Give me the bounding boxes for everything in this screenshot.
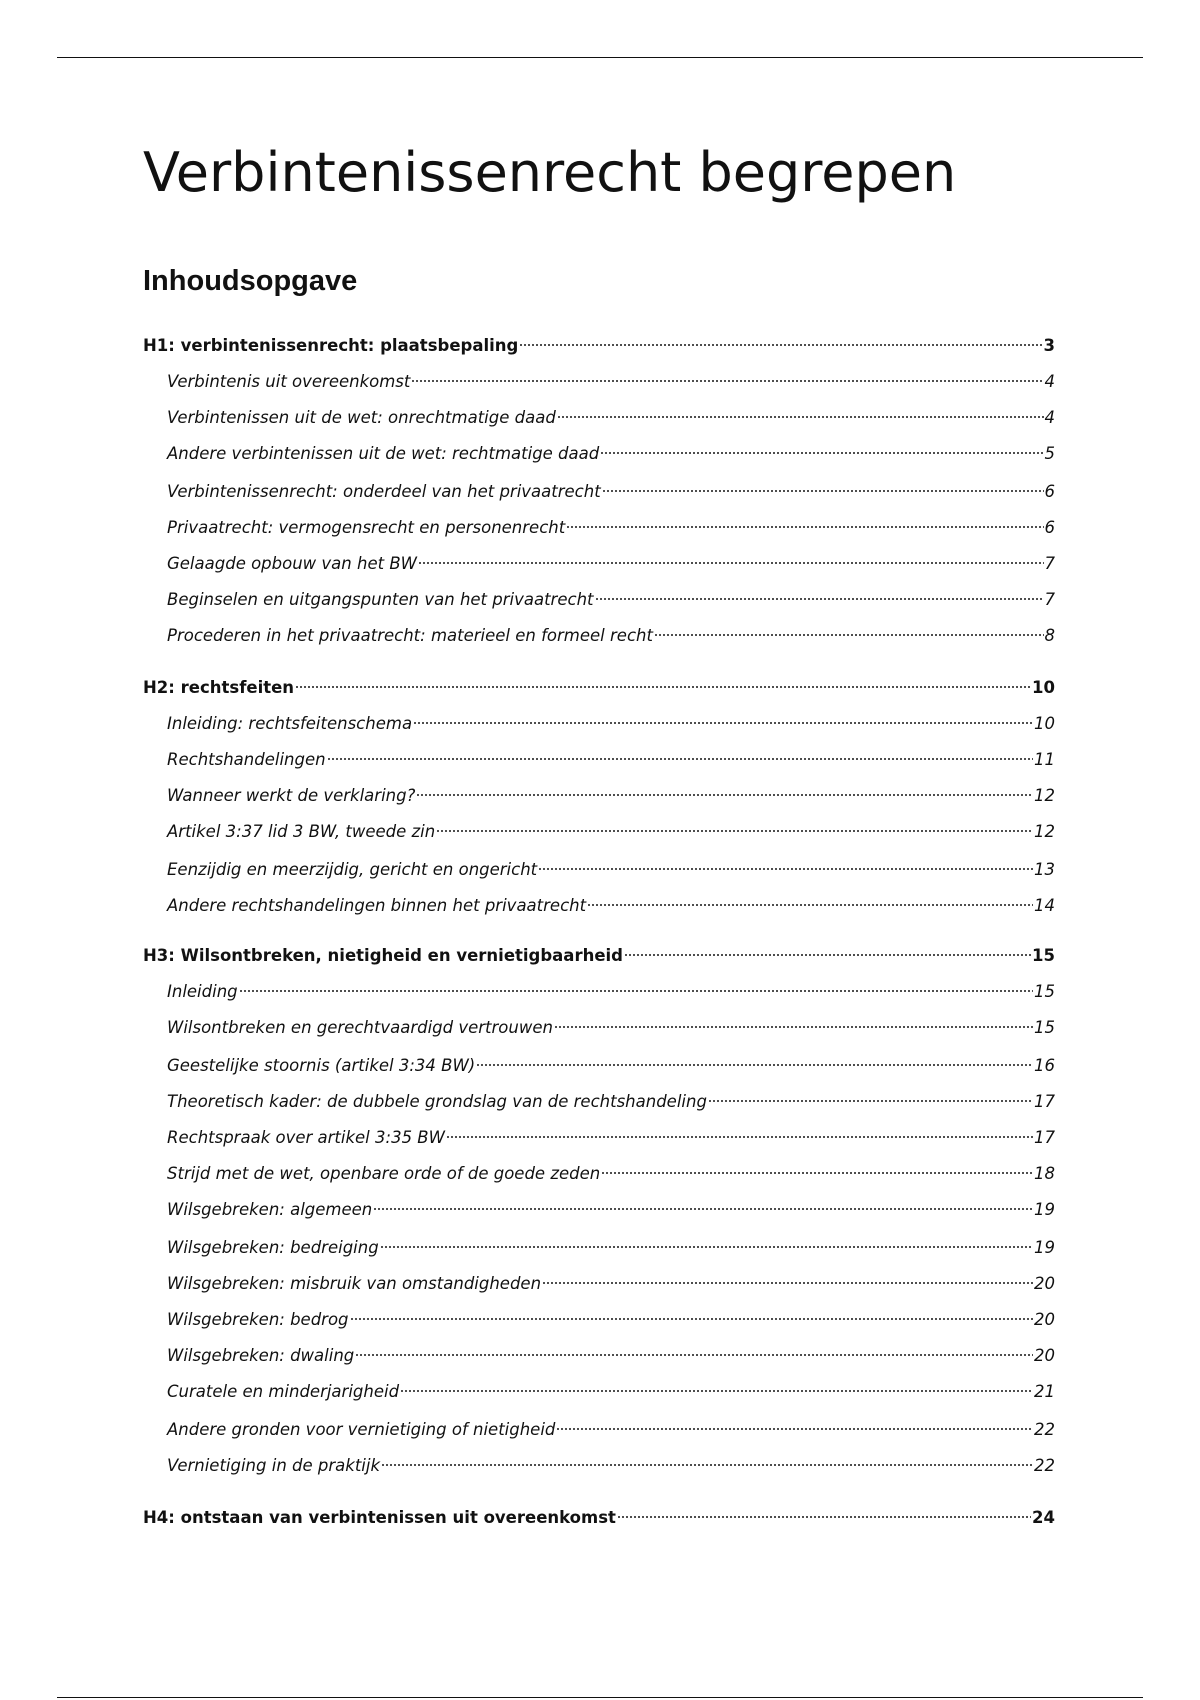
toc-entry-title: Inleiding xyxy=(167,982,238,1001)
toc-dot-leader xyxy=(600,433,1043,459)
toc-page-number: 16 xyxy=(1034,1056,1055,1075)
toc-entry-title: Andere gronden voor vernietiging of nietigheid xyxy=(167,1420,556,1439)
toc-dot-leader xyxy=(557,397,1044,423)
toc-page-number: 10 xyxy=(1034,714,1055,733)
toc-dot-leader xyxy=(654,615,1044,641)
toc-page-number: 15 xyxy=(1034,982,1055,1001)
toc-section-entry[interactable] xyxy=(167,507,1055,537)
toc-page-number: 12 xyxy=(1034,786,1055,805)
toc-page-number: 4 xyxy=(1044,408,1055,427)
toc-section-entry[interactable] xyxy=(167,1227,1055,1257)
toc-entry-title: Geestelijke stoornis (artikel 3:34 BW) xyxy=(167,1056,476,1075)
toc-page-number: 18 xyxy=(1034,1164,1055,1183)
toc-entry-title: Verbintenissen uit de wet: onrechtmatige daad xyxy=(167,408,556,427)
toc-page-number: 13 xyxy=(1034,860,1055,879)
toc-entry-title: Wanneer werkt de verklaring? xyxy=(167,786,416,805)
toc-page-number: 4 xyxy=(1044,372,1055,391)
toc-page-number: 10 xyxy=(1032,678,1055,697)
toc-page-number: 8 xyxy=(1044,626,1055,645)
toc-entry-title: Theoretisch kader: de dubbele grondslag van de rechtshandeling xyxy=(167,1092,707,1111)
toc-section-entry[interactable] xyxy=(167,1263,1055,1293)
toc-page-number: 19 xyxy=(1034,1238,1055,1257)
toc-entry-title: Wilsgebreken: algemeen xyxy=(167,1200,373,1219)
toc-dot-leader xyxy=(355,1335,1033,1361)
toc-section-entry[interactable] xyxy=(167,849,1055,879)
toc-dot-leader xyxy=(476,1045,1033,1071)
toc-dot-leader xyxy=(411,361,1043,387)
toc-section-entry[interactable] xyxy=(167,397,1055,427)
toc-section-entry[interactable] xyxy=(167,703,1055,733)
toc-dot-leader xyxy=(295,667,1031,693)
toc-section-entry[interactable] xyxy=(167,1117,1055,1147)
toc-page-number: 17 xyxy=(1034,1092,1055,1111)
toc-chapter-entry[interactable] xyxy=(143,1497,1055,1527)
header-rule xyxy=(57,57,1143,58)
toc-entry-title: Wilsgebreken: misbruik van omstandigheden xyxy=(167,1274,542,1293)
toc-dot-leader xyxy=(708,1081,1033,1107)
toc-page-number: 20 xyxy=(1034,1346,1055,1365)
toc-entry-title: Artikel 3:37 lid 3 BW, tweede zin xyxy=(167,822,436,841)
toc-entry-title: Rechtshandelingen xyxy=(167,750,326,769)
toc-section-entry[interactable] xyxy=(167,1299,1055,1329)
toc-entry-title: Verbintenis uit overeenkomst xyxy=(167,372,411,391)
toc-chapter-entry[interactable] xyxy=(143,935,1055,965)
toc-dot-leader xyxy=(587,885,1033,911)
toc-dot-leader xyxy=(380,1227,1033,1253)
toc-page-number: 17 xyxy=(1034,1128,1055,1147)
toc-section-entry[interactable] xyxy=(167,1335,1055,1365)
toc-dot-leader xyxy=(602,471,1044,497)
toc-entry-title: Wilsgebreken: bedrog xyxy=(167,1310,349,1329)
toc-entry-title: H4: ontstaan van verbintenissen uit overeenkomst xyxy=(143,1508,616,1527)
toc-dot-leader xyxy=(617,1497,1031,1523)
toc-section-entry[interactable] xyxy=(167,1081,1055,1111)
toc-dot-leader xyxy=(566,507,1043,533)
toc-dot-leader xyxy=(542,1263,1033,1289)
toc-dot-leader xyxy=(373,1189,1033,1215)
toc-entry-title: Beginselen en uitgangspunten van het privaatrecht xyxy=(167,590,594,609)
toc-page-number: 7 xyxy=(1044,554,1055,573)
toc-entry-title: Rechtspraak over artikel 3:35 BW xyxy=(167,1128,445,1147)
toc-dot-leader xyxy=(418,543,1044,569)
toc-entry-title: Wilsgebreken: bedreiging xyxy=(167,1238,379,1257)
toc-page-number: 6 xyxy=(1044,518,1055,537)
toc-dot-leader xyxy=(239,971,1033,997)
toc-section-entry[interactable] xyxy=(167,1371,1055,1401)
toc-section-entry[interactable] xyxy=(167,1445,1055,1475)
toc-page-number: 15 xyxy=(1032,946,1055,965)
toc-dot-leader xyxy=(381,1445,1033,1471)
toc-section-entry[interactable] xyxy=(167,971,1055,1001)
toc-section-entry[interactable] xyxy=(167,775,1055,805)
toc-page-number: 24 xyxy=(1032,1508,1055,1527)
toc-entry-title: Verbintenissenrecht: onderdeel van het privaatrecht xyxy=(167,482,601,501)
toc-page-number: 12 xyxy=(1034,822,1055,841)
toc-dot-leader xyxy=(327,739,1033,765)
toc-page-number: 5 xyxy=(1044,444,1055,463)
toc-section-entry[interactable] xyxy=(167,471,1055,501)
toc-page-number: 22 xyxy=(1034,1420,1055,1439)
toc-entry-title: Curatele en minderjarigheid xyxy=(167,1382,400,1401)
toc-dot-leader xyxy=(556,1409,1033,1435)
toc-entry-title: H1: verbintenissenrecht: plaatsbepaling xyxy=(143,336,519,355)
toc-page-number: 3 xyxy=(1043,336,1055,355)
toc-section-entry[interactable] xyxy=(167,885,1055,915)
toc-page-number: 15 xyxy=(1034,1018,1055,1037)
toc-section-entry[interactable] xyxy=(167,811,1055,841)
toc-entry-title: Inleiding: rechtsfeitenschema xyxy=(167,714,413,733)
toc-dot-leader xyxy=(446,1117,1033,1143)
toc-entry-title: H3: Wilsontbreken, nietigheid en vernietigbaarheid xyxy=(143,946,623,965)
toc-entry-title: H2: rechtsfeiten xyxy=(143,678,295,697)
toc-page-number: 19 xyxy=(1034,1200,1055,1219)
toc-section-entry[interactable] xyxy=(167,543,1055,573)
toc-entry-title: Wilsgebreken: dwaling xyxy=(167,1346,355,1365)
toc-section-entry[interactable] xyxy=(167,1189,1055,1219)
toc-page-number: 20 xyxy=(1034,1274,1055,1293)
toc-section-entry[interactable] xyxy=(167,1045,1055,1075)
toc-section-entry[interactable] xyxy=(167,615,1055,645)
toc-dot-leader xyxy=(538,849,1033,875)
toc-entry-title: Strijd met de wet, openbare orde of de goede zeden xyxy=(167,1164,601,1183)
toc-dot-leader xyxy=(436,811,1033,837)
toc-dot-leader xyxy=(413,703,1033,729)
toc-entry-title: Vernietiging in de praktijk xyxy=(167,1456,381,1475)
toc-page-number: 20 xyxy=(1034,1310,1055,1329)
toc-heading: Inhoudsopgave xyxy=(143,265,358,297)
toc-section-entry[interactable] xyxy=(167,739,1055,769)
toc-entry-title: Andere rechtshandelingen binnen het privaatrecht xyxy=(167,896,587,915)
toc-entry-title: Wilsontbreken en gerechtvaardigd vertrouwen xyxy=(167,1018,553,1037)
toc-dot-leader xyxy=(519,325,1042,351)
toc-page-number: 22 xyxy=(1034,1456,1055,1475)
document-title: Verbintenissenrecht begrepen xyxy=(143,141,957,204)
toc-section-entry[interactable] xyxy=(167,1153,1055,1183)
toc-page-number: 14 xyxy=(1034,896,1055,915)
toc-section-entry[interactable] xyxy=(167,433,1055,463)
toc-dot-leader xyxy=(400,1371,1033,1397)
toc-section-entry[interactable] xyxy=(167,1007,1055,1037)
toc-dot-leader xyxy=(624,935,1031,961)
toc-section-entry[interactable] xyxy=(167,361,1055,391)
toc-dot-leader xyxy=(416,775,1033,801)
toc-section-entry[interactable] xyxy=(167,1409,1055,1439)
toc-dot-leader xyxy=(350,1299,1033,1325)
toc-chapter-entry[interactable] xyxy=(143,325,1055,355)
toc-entry-title: Andere verbintenissen uit de wet: rechtmatige daad xyxy=(167,444,600,463)
toc-entry-title: Eenzijdig en meerzijdig, gericht en ongericht xyxy=(167,860,538,879)
toc-entry-title: Procederen in het privaatrecht: materieel en formeel recht xyxy=(167,626,653,645)
toc-page-number: 11 xyxy=(1034,750,1055,769)
toc-chapter-entry[interactable] xyxy=(143,667,1055,697)
toc-section-entry[interactable] xyxy=(167,579,1055,609)
toc-entry-title: Privaatrecht: vermogensrecht en personenrecht xyxy=(167,518,566,537)
toc-dot-leader xyxy=(601,1153,1033,1179)
toc-page-number: 21 xyxy=(1034,1382,1055,1401)
toc-dot-leader xyxy=(595,579,1044,605)
toc-entry-title: Gelaagde opbouw van het BW xyxy=(167,554,417,573)
footer-rule xyxy=(57,1697,1143,1698)
toc-dot-leader xyxy=(554,1007,1033,1033)
toc-page-number: 6 xyxy=(1044,482,1055,501)
toc-page-number: 7 xyxy=(1044,590,1055,609)
